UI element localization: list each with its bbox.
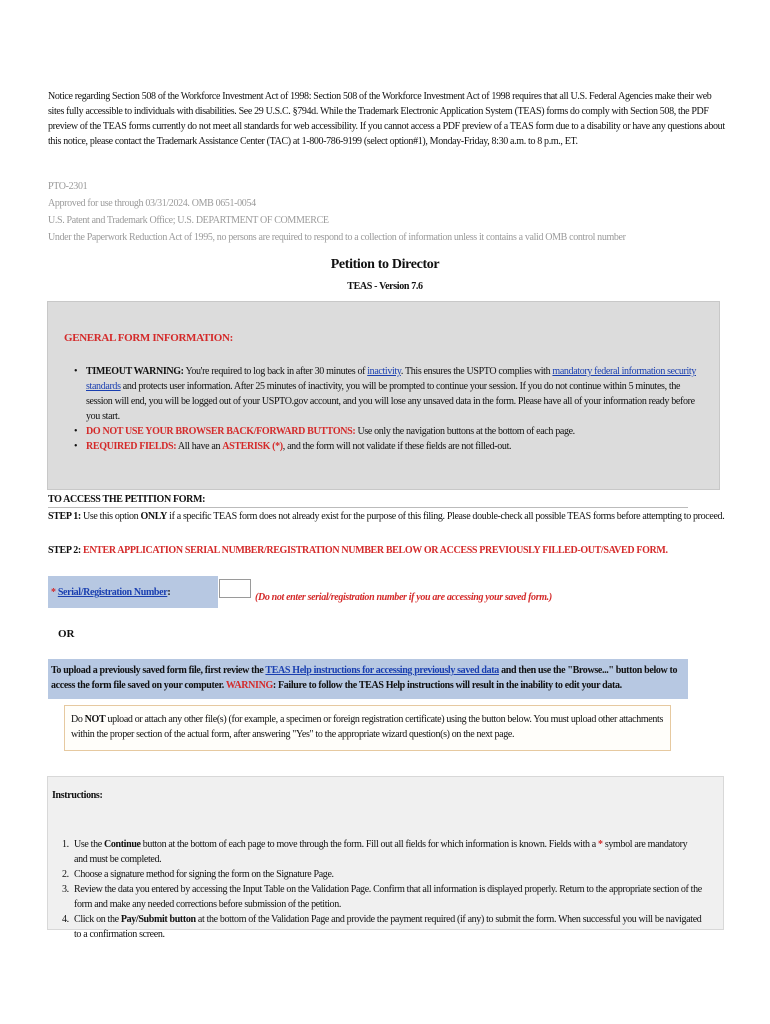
- upload-attachment-note: [64, 705, 671, 751]
- required-text-1: All have an: [176, 441, 223, 452]
- timeout-warning-label: TIMEOUT WARNING:: [86, 366, 184, 377]
- step-1: [48, 509, 728, 524]
- form-metadata: [48, 178, 728, 246]
- step-1-only: ONLY: [140, 511, 168, 522]
- browser-nav-text: Use only the navigation buttons at the bottom of each page.: [355, 426, 575, 437]
- general-info-heading: GENERAL FORM INFORMATION:: [64, 332, 233, 344]
- instruction-item: [52, 912, 702, 942]
- form-version: TEAS - Version 7.6: [347, 281, 423, 292]
- mandatory-star: *: [598, 839, 603, 850]
- timeout-text-2: . This ensures the USPTO complies with: [400, 366, 553, 377]
- page-title: Petition to Director: [330, 257, 440, 272]
- step-1-text-2: if a specific TEAS form does not already exist for the purpose of this filing. Please double-check all possible TEAS forms before attempting to proceed.: [167, 511, 725, 522]
- teas-help-saved-data-link[interactable]: TEAS Help instructions for accessing previously saved data: [265, 665, 499, 676]
- agency-name: U.S. Patent and Trademark Office; U.S. DEPARTMENT OF COMMERCE: [48, 215, 329, 226]
- upload-note-text-2: upload or attach any other file(s) (for example, a specimen or foreign registration certificate) using the button below. You must upload other attachments within the proper section of the actual form, after answering "Yes" to the appropriate wizard question(s) on the next page.: [71, 714, 663, 740]
- step-1-label: STEP 1:: [48, 511, 81, 522]
- instruction-4-text-1: Click on the: [74, 914, 121, 925]
- required-text-2: , and the form will not validate if these fields are not filled-out.: [282, 441, 512, 452]
- instruction-1-text-3: symbol are mandatory and must be completed.: [74, 839, 688, 865]
- access-petition-heading: TO ACCESS THE PETITION FORM:: [48, 493, 688, 508]
- timeout-text-1: You're required to log back in after 30 minutes of: [183, 366, 368, 377]
- instruction-2-text: Choose a signature method for signing the form on the Signature Page.: [74, 869, 334, 880]
- continue-label: Continue: [103, 839, 141, 850]
- instruction-1-text-2: button at the bottom of each page to move through the form. Fill out all fields for which information is known. Fields with a: [140, 839, 599, 850]
- instructions-list: [52, 837, 702, 942]
- serial-colon: :: [167, 587, 171, 598]
- asterisk-label: ASTERISK (*): [222, 441, 283, 452]
- general-form-info-panel: [47, 301, 720, 490]
- upload-note-not: NOT: [84, 714, 106, 725]
- instruction-1-text-1: Use the: [74, 839, 104, 850]
- serial-number-label-cell: [48, 576, 218, 608]
- step-2-text: ENTER APPLICATION SERIAL NUMBER/REGISTRATION NUMBER BELOW OR ACCESS PREVIOUSLY FILLED-OUT/SAVED FORM.: [80, 545, 668, 556]
- upload-saved-form-panel: [48, 659, 688, 699]
- required-fields-item: [74, 439, 704, 454]
- instruction-3-text: Review the data you entered by accessing the Input Table on the Validation Page. Confirm that all information is displayed properly. Return to the appropriate section of the form and make any needed corrections before submission of the petition.: [74, 884, 702, 910]
- instruction-item: [52, 882, 702, 912]
- instruction-number: 2.: [62, 869, 69, 880]
- omb-approval: Approved for use through 03/31/2024. OMB 0651-0054: [48, 198, 256, 209]
- upload-warning-text: : Failure to follow the TEAS Help instructions will result in the inability to edit your data.: [272, 680, 622, 691]
- step-2-label: STEP 2:: [48, 545, 81, 556]
- instructions-heading: Instructions:: [52, 790, 103, 801]
- or-separator: OR: [58, 628, 75, 640]
- instruction-number: 3.: [62, 884, 69, 895]
- instruction-number: 1.: [62, 839, 69, 850]
- general-info-list: [74, 364, 704, 454]
- timeout-warning-item: [74, 364, 704, 424]
- form-number: PTO-2301: [48, 181, 88, 192]
- timeout-text-3: and protects user information. After 25 minutes of inactivity, you will be prompted to continue your session. If you do not continue within 5 minutes, the session will end, you will be logged out of your USPTO.gov account, and you will lose any unsaved data in the form. Please have all of your information ready before you start.: [86, 381, 695, 422]
- instruction-item: [52, 837, 702, 867]
- browser-nav-warning-label: DO NOT USE YOUR BROWSER BACK/FORWARD BUTTONS:: [86, 426, 356, 437]
- serial-number-help-link[interactable]: Serial/Registration Number: [57, 587, 168, 598]
- section-508-notice: Notice regarding Section 508 of the Workforce Investment Act of 1998: Section 508 of the Workforce Investment Act of 1998 requires that all U.S. Federal Agencies make their web sites fully accessible to individuals with disabilities. See 29 U.S.C. §794d. While the Trademark Electronic Application System (TEAS) forms do comply with Section 508, the PDF preview of the TEAS forms currently do not meet all standards for web accessibility. If you cannot access a PDF preview of a TEAS form due to a disability or have any questions about this notice, please contact the Trademark Assistance Center (TAC) at 1-800-786-9199 (select option#1), Monday-Friday, 8:30 a.m. to 8 p.m., ET.: [48, 91, 725, 147]
- browser-nav-warning-item: [74, 424, 704, 439]
- upload-note-text-1: Do: [71, 714, 85, 725]
- required-fields-label: REQUIRED FIELDS:: [86, 441, 177, 452]
- step-2: [48, 543, 728, 558]
- instructions-panel: [47, 776, 724, 940]
- pay-submit-label: Pay/Submit button: [120, 914, 196, 925]
- instruction-item: [52, 867, 702, 882]
- required-asterisk: *: [51, 587, 56, 598]
- paperwork-notice: Under the Paperwork Reduction Act of 1995, no persons are required to respond to a collection of information unless it contains a valid OMB control number: [48, 232, 626, 243]
- upload-text-2: and then use the "Browse..." button below to access the form file saved on your computer.: [51, 665, 678, 691]
- instruction-number: 4.: [62, 914, 69, 925]
- warning-label: WARNING: [225, 680, 273, 691]
- security-standards-link[interactable]: mandatory federal information security standards: [86, 366, 696, 392]
- serial-number-note: (Do not enter serial/registration number if you are accessing your saved form.): [255, 592, 552, 603]
- inactivity-link[interactable]: inactivity: [367, 366, 401, 377]
- upload-text-1: To upload a previously saved form file, first review the: [51, 665, 266, 676]
- serial-number-input[interactable]: [219, 579, 251, 598]
- step-1-text-1: Use this option: [80, 511, 141, 522]
- instruction-4-text-2: at the bottom of the Validation Page and provide the payment required (if any) to submit the form. When successful you will be navigated to a confirmation screen.: [74, 914, 702, 940]
